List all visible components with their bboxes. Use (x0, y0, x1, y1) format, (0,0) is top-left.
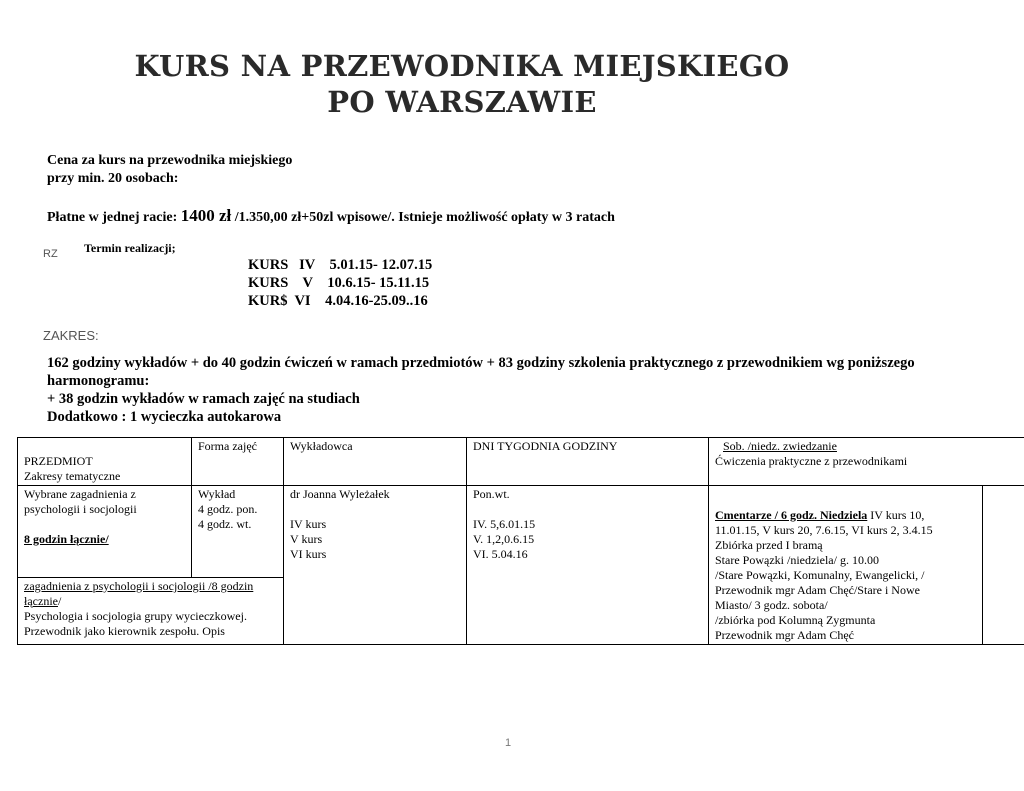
lecturer-cell (284, 486, 467, 645)
termin-label: Termin realizacji; (84, 241, 176, 255)
empty-cell (983, 486, 1024, 645)
tour-line-5: /Stare Powązki, Komunalny, Ewangelicki, / (715, 568, 925, 582)
scope-line-1: 162 godziny wykładów + do 40 godzin ćwiczeń w ramach przedmiotów + 83 godziny szkolenia praktycznego z przewodnikiem wg poniższego harmonogramu: (47, 355, 915, 389)
forma-line-1: Wykład (198, 487, 236, 501)
header-zakresy: Zakresy tematyczne (24, 469, 121, 483)
payment-amount: 1400 zł (180, 206, 232, 225)
title-line-1: KURS NA PRZEWODNIKA MIEJSKIEGO (134, 49, 790, 83)
subject-line-1: Wybrane zagadnienia z (24, 487, 136, 501)
tour-line-9: Przewodnik mgr Adam Chęć (715, 628, 854, 642)
price-line-2: przy min. 20 osobach: (47, 171, 179, 186)
header-cwiczenia: Ćwiczenia praktyczne z przewodnikami (715, 454, 908, 468)
table-row (18, 486, 1024, 578)
course-v: KURS V 10.6.15- 15.11.15 (248, 275, 430, 291)
header-sob: Sob. /niedz. zwiedzanie (723, 439, 837, 453)
tour-line-4: Stare Powązki /niedziela/ g. 10.00 (715, 553, 879, 567)
days-cell (467, 486, 709, 645)
price-line-1: Cena za kurs na przewodnika miejskiego (47, 153, 293, 168)
scope-line-2: + 38 godzin wykładów w ramach zajęć na studiach (47, 391, 360, 407)
tour-line-1: IV kurs 10, (867, 508, 925, 522)
subject-line-2: psychologii i socjologii (24, 502, 137, 516)
topic-line-2: łącznie (24, 593, 58, 608)
document-title (0, 48, 924, 120)
topic-line-1: zagadnienia z psychologii i socjologii /8 godzin (24, 578, 254, 593)
lecturer-course-v: V kurs (290, 532, 323, 546)
header-wykladowca: Wykładowca (284, 438, 467, 486)
topic-cell (18, 577, 284, 644)
days-course-iv: IV. 5,6.01.15 (473, 517, 536, 531)
days-course-v: V. 1,2,0.6.15 (473, 532, 535, 546)
page-number: 1 (505, 737, 512, 749)
header-dni: DNI TYGODNIA GODZINY (467, 438, 709, 486)
course-iv: KURS IV 5.01.15- 12.07.15 (248, 257, 433, 273)
tour-line-2: 11.01.15, V kurs 20, 7.6.15, VI kurs 2, 3.4.15 (715, 523, 933, 537)
lecturer-course-iv: IV kurs (290, 517, 327, 531)
title-line-2: PO WARSZAWIE (327, 85, 597, 119)
course-vi: KUR$ VI 4.04.16-25.09..16 (248, 293, 428, 309)
header-sob-cell (709, 438, 1024, 486)
table-header-row (18, 438, 1024, 486)
subject-cell (18, 486, 192, 578)
zakres-label: ZAKRES: (43, 328, 99, 343)
header-przedmiot: PRZEDMIOT (24, 454, 93, 468)
tour-line-3: Zbiórka przed I bramą (715, 538, 823, 552)
price-intro (47, 152, 292, 188)
forma-line-2: 4 godz. pon. (198, 502, 258, 516)
rz-mark: RZ (43, 248, 58, 260)
payment-prefix: Płatne w jednej racie: (47, 210, 181, 225)
tour-line-8: /zbiórka pod Kolumną Zygmunta (715, 613, 876, 627)
scope-line-3: Dodatkowo : 1 wycieczka autokarowa (47, 409, 282, 425)
topic-line-3: Psychologia i socjologia grupy wycieczkowej. (24, 608, 247, 623)
payment-suffix: /1.350,00 zł+50zl wpisowe/. Istnieje możliwość opłaty w 3 ratach (231, 210, 615, 225)
subject-hours: 8 godzin łącznie/ (24, 532, 109, 546)
tour-line-6: Przewodnik mgr Adam Chęć/Stare i Nowe (715, 583, 920, 597)
forma-cell (192, 486, 284, 578)
forma-line-3: 4 godz. wt. (198, 517, 252, 531)
tour-title: Cmentarze / 6 godz. Niedziela (715, 508, 868, 522)
course-dates (248, 256, 432, 310)
tour-cell (709, 486, 983, 645)
header-forma: Forma zajęć (192, 438, 284, 486)
payment-info (47, 207, 615, 227)
schedule-table (17, 437, 1024, 645)
lecturer-course-vi: VI kurs (290, 547, 327, 561)
days-title: Pon.wt. (473, 487, 510, 501)
scope-description (47, 354, 1007, 426)
topic-line-2-suffix: / (57, 593, 62, 608)
tour-line-7: Miasto/ 3 godz. sobota/ (715, 598, 828, 612)
lecturer-name: dr Joanna Wyleżałek (290, 487, 390, 501)
days-course-vi: VI. 5.04.16 (473, 547, 528, 561)
header-przedmiot-cell (18, 438, 192, 486)
topic-line-4: Przewodnik jako kierownik zespołu. Opis (24, 623, 225, 638)
